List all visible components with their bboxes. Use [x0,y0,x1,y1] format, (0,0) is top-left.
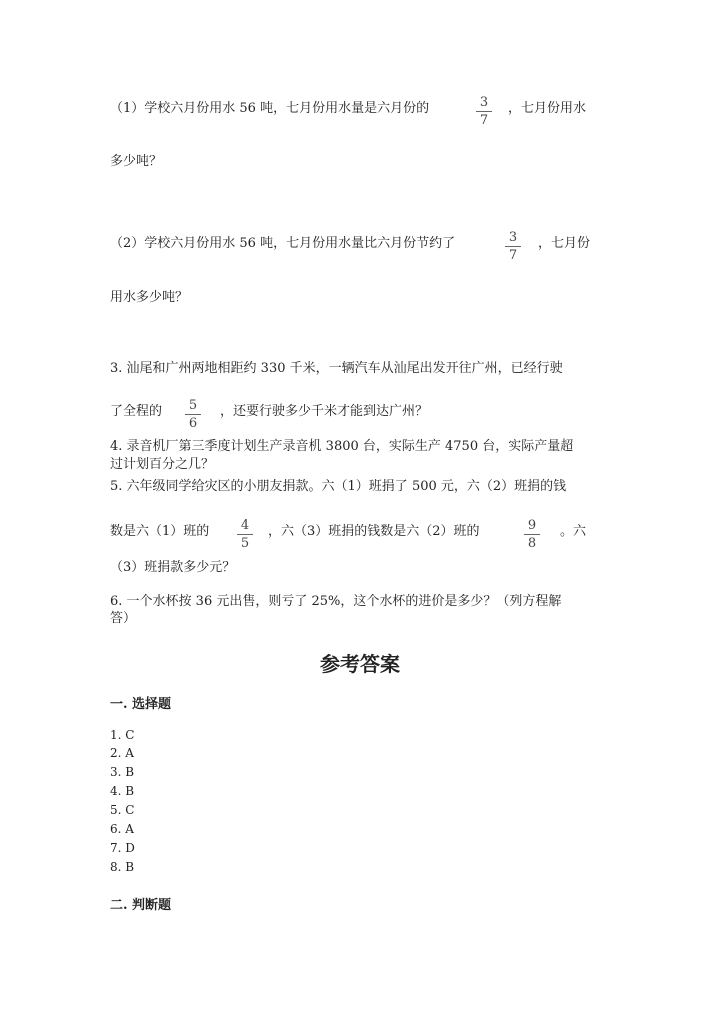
fraction-3-7 [476,96,492,127]
problem-5-line-2-mid: ，六（3）班捐的钱数是六（2）班的 [268,524,480,539]
problem-1-line-1 [110,101,429,117]
fraction-9-8 [524,519,540,550]
fraction-4-5 [237,519,253,550]
problem-1-line-2: 多少吨？ [110,154,163,169]
fraction-denominator: 7 [479,113,489,128]
fraction-denominator: 8 [527,536,537,551]
fraction-denominator: 6 [188,416,198,431]
problem-6-line-2: 答） [110,611,137,626]
problem-6-line-1: 6. 一个水杯按 36 元出售，则亏了 25%，这个水杯的进价是多少？（列方程解 [110,594,562,609]
section-choice-title: 一. 选择题 [110,697,172,712]
problem-2-line-1: （2）学校六月份用水 56 吨，七月份用水量比六月份节约了 [110,236,456,251]
answer-item: 8. B [110,860,135,874]
problem-3-line-2-after: ，还要行驶多少千米才能到达广州？ [220,404,429,419]
fraction-denominator: 7 [508,248,518,263]
fraction-numerator: 3 [479,95,489,110]
problem-3-line-2-before: 了全程的 [110,404,163,419]
answer-item: 3. B [110,765,135,779]
problem-5-line-3: （3）班捐款多少元？ [110,560,236,575]
fraction-denominator: 5 [240,536,250,551]
problem-2-line-1-after: ，七月份 [538,236,591,251]
fraction-numerator: 3 [508,230,518,245]
problem-1-text-after: ，七月份用水 [508,101,587,116]
problem-5-line-2-before: 数是六（1）班的 [110,524,210,539]
problem-1-text: （1）学校六月份用水 56 吨，七月份用水量是六月份的 [110,101,430,116]
fraction-numerator: 4 [240,518,250,533]
answers-title: 参考答案 [320,652,400,676]
answer-item: 7. D [110,841,135,855]
problem-4-line-1: 4. 录音机厂第三季度计划生产录音机 3800 台，实际生产 4750 台，实际产量超 [110,439,574,454]
fraction-5-6 [185,399,201,430]
fraction-3-7 [505,231,521,262]
answer-item: 6. A [110,822,134,836]
problem-3-line-1: 3. 汕尾和广州两地相距约 330 千米，一辆汽车从汕尾出发开往广州，已经行驶 [110,361,563,376]
problem-2-line-2: 用水多少吨？ [110,290,189,305]
answer-item: 4. B [110,784,135,798]
answer-item: 2. A [110,746,134,760]
fraction-numerator: 9 [527,518,537,533]
problem-1-line-1-after [508,101,586,117]
section-judge-title: 二. 判断题 [110,898,172,913]
problem-5-line-2-after: 。六 [560,524,587,539]
problem-5-line-1: 5. 六年级同学给灾区的小朋友捐款。六（1）班捐了 500 元，六（2）班捐的钱 [110,479,567,494]
answer-item: 1. C [110,728,135,742]
fraction-numerator: 5 [188,398,198,413]
problem-4-line-2: 过计划百分之几？ [110,457,215,472]
answer-item: 5. C [110,803,135,817]
